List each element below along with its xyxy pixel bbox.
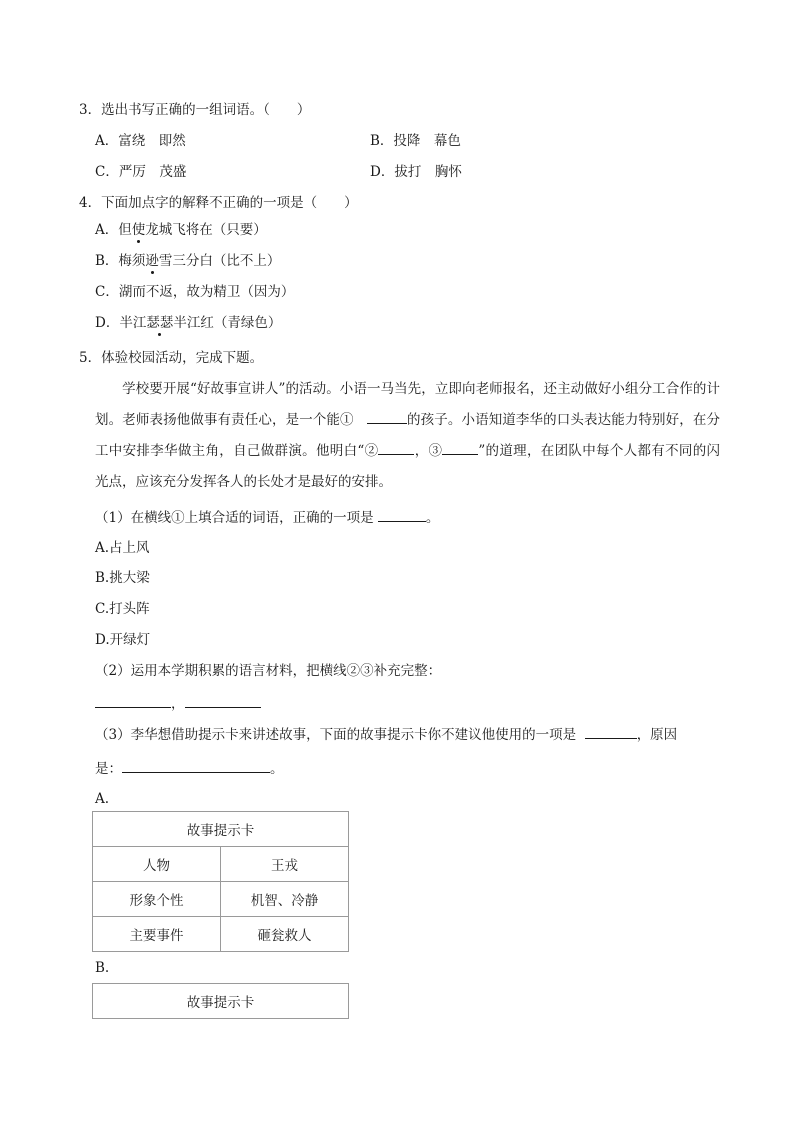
- card-a-title: 故事提示卡: [93, 812, 349, 847]
- q3-option-b[interactable]: [370, 131, 461, 151]
- option-label: A．: [95, 133, 119, 149]
- card-key: 人物: [93, 847, 221, 882]
- option-label: B．: [95, 253, 119, 269]
- passage-text: ”的道理，在团队中每个人都有不同的闪光点，应该充分发挥各人的长处才是最好的安排。: [95, 443, 721, 490]
- q3-option-a[interactable]: [95, 131, 186, 151]
- q5-sub1-option-c[interactable]: C.打头阵: [95, 601, 150, 617]
- q5-sub2-stem: （2）运用本学期积累的语言材料，把横线②③补充完整：: [95, 663, 442, 679]
- q4-option-c[interactable]: [95, 282, 294, 302]
- option-text: 富绕 即然: [118, 133, 186, 149]
- option-text-post: 半江红（青绿色）: [173, 315, 282, 331]
- q4-stem: 4．下面加点字的解释不正确的一项是（ ）: [79, 195, 358, 211]
- option-text: 拔打 胸怀: [394, 164, 462, 180]
- q3-option-c[interactable]: [95, 162, 186, 182]
- option-label: A．: [95, 222, 119, 238]
- blank-3[interactable]: [442, 440, 478, 455]
- option-text: 投降 幕色: [393, 133, 461, 149]
- option-text-post: 龙城飞将在（只要）: [145, 222, 267, 238]
- card-a-label[interactable]: A.: [95, 791, 110, 807]
- card-b-title: 故事提示卡: [93, 984, 349, 1019]
- blank-2[interactable]: [378, 440, 414, 455]
- sub3-reason-blank[interactable]: [122, 758, 270, 773]
- card-value: 砸瓮救人: [221, 917, 349, 952]
- q5-stem: 5．体验校园活动，完成下题。: [79, 350, 264, 366]
- q3-stem: 3．选出书写正确的一组词语。（ ）: [79, 102, 311, 118]
- q5-sub1-option-a[interactable]: A.占上风: [95, 540, 150, 556]
- sub1-answer-blank[interactable]: [378, 507, 426, 522]
- q5-sub2-answer-line: [95, 693, 261, 714]
- q5-sub3-stem: [95, 724, 677, 745]
- q5-sub1-stem: [95, 507, 439, 528]
- card-value: 机智、冷静: [221, 882, 349, 917]
- sub3-text-reason: ，原因: [636, 727, 678, 743]
- option-text-post: 雪三分白（比不上）: [158, 253, 281, 269]
- q5-sub3-reason-line: [95, 758, 284, 779]
- option-label: B．: [370, 133, 394, 149]
- q4-option-b[interactable]: [95, 251, 280, 271]
- option-label: C．: [95, 164, 119, 180]
- q3-option-d[interactable]: [370, 162, 462, 182]
- dotted-char: 使: [131, 222, 146, 238]
- q4-option-a[interactable]: [95, 220, 267, 240]
- card-row: [93, 882, 349, 917]
- sub2-blank-3[interactable]: [185, 693, 261, 708]
- sub3-answer-blank[interactable]: [585, 724, 637, 739]
- option-text: 湖而不返，故为精卫（因为）: [118, 284, 295, 300]
- option-text-pre: 半江: [119, 315, 147, 331]
- card-row: [93, 847, 349, 882]
- q5-sub1-option-b[interactable]: B.挑大梁: [95, 570, 150, 586]
- card-key: 形象个性: [93, 882, 221, 917]
- story-card-b: [92, 983, 349, 1019]
- sub3-reason-prefix: 是：: [95, 761, 122, 777]
- option-label: D．: [95, 315, 120, 331]
- option-text-pre: 梅须: [118, 253, 146, 269]
- passage-text: 的孩子。小语知道李华的口头表达能力特别好，在分工中安排李华做主角，自己做群演。他明白“②: [95, 412, 721, 459]
- q4-option-d[interactable]: [95, 313, 281, 333]
- passage-text: ，③: [414, 443, 443, 459]
- story-card-a: [92, 811, 349, 952]
- option-label: D．: [370, 164, 395, 180]
- option-text: 严厉 茂盛: [118, 164, 187, 180]
- dotted-char: 逊: [145, 253, 159, 269]
- dotted-char: 瑟瑟: [146, 315, 174, 331]
- q5-passage: [95, 374, 720, 498]
- blank-1[interactable]: [367, 409, 407, 424]
- passage-text: 学校要开展“好故事宣讲人”的活动。小语一马当先，立即向老师报名，还主动做好小组分工合作的计划。老师表扬他做事有责任心，是一个能①: [95, 381, 720, 428]
- q5-sub1-option-d[interactable]: D.开绿灯: [95, 632, 151, 648]
- sub1-end: 。: [425, 510, 440, 526]
- sub1-text: （1）在横线①上填合适的词语，正确的一项是: [95, 510, 374, 526]
- option-label: C．: [95, 284, 119, 300]
- card-b-label[interactable]: B.: [95, 960, 110, 976]
- card-row: [93, 917, 349, 952]
- option-text-pre: 但: [118, 222, 132, 238]
- sub2-separator: ，: [171, 696, 185, 712]
- card-key: 主要事件: [93, 917, 221, 952]
- card-value: 王戎: [221, 847, 349, 882]
- sub2-blank-2[interactable]: [95, 693, 171, 708]
- sub3-text: （3）李华想借助提示卡来讲述故事，下面的故事提示卡你不建议他使用的一项是: [95, 727, 577, 743]
- sub3-end: 。: [270, 761, 284, 777]
